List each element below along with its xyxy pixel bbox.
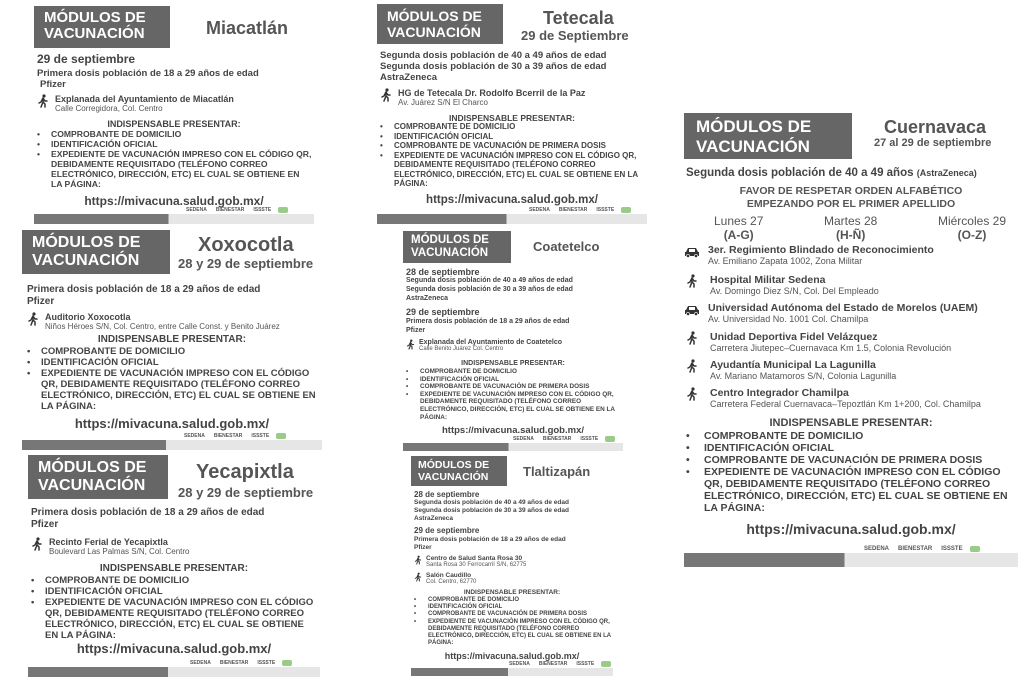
venue-address: Niños Héroes S/N, Col. Centro, entre Calle Const. y Benito Juárez: [45, 322, 280, 331]
logo-sedena: SEDENA: [184, 433, 205, 439]
logo-issste: ISSSTE: [257, 660, 276, 666]
venue-name: Explanada del Ayuntamiento de Coatetelco: [419, 339, 563, 346]
venue: [414, 572, 476, 585]
required-item: • COMPROBANTE DE DOMICILIO: [380, 122, 645, 132]
required-list: [37, 129, 312, 189]
venue-address: Col. Centro, 62770: [426, 579, 477, 585]
card-tlaltizapan: [411, 456, 613, 676]
venue-address: Av. Universidad No. 1001 Col. Chamilpa: [708, 314, 869, 324]
logo-issste: ISSSTE: [576, 661, 595, 667]
venue-name: Ayudantía Municipal La Lagunilla: [710, 359, 876, 371]
logo-issste: ISSSTE: [251, 433, 270, 439]
venue-name: Explanada del Ayuntamiento de Miacatlán: [55, 94, 234, 104]
venue: [406, 339, 562, 352]
car-icon: [684, 304, 700, 316]
vaccine-website-link[interactable]: https://mivacuna.salud.gob.mx/: [84, 194, 264, 208]
venue-name: Auditorio Xoxocotla: [45, 312, 131, 322]
required-item: • COMPROBANTE DE VACUNACIÓN DE PRIMERA DOSIS: [686, 454, 1016, 466]
venue: [684, 302, 978, 324]
required-item: • COMPROBANTE DE DOMICILIO: [414, 597, 612, 604]
venue-address: Av. Emiliano Zapata 1002, Zona Militar: [708, 256, 863, 266]
dose-line: Primera dosis población de 18 a 29 años de edad: [414, 536, 566, 543]
card-coatetelco: [403, 231, 623, 451]
venue: [27, 312, 280, 331]
state-logo-icon: [621, 207, 631, 213]
date-label: 28 de septiembre: [414, 490, 480, 499]
venue-address: Boulevard Las Palmas S/N, Col. Centro: [49, 547, 190, 556]
venue-name: Universidad Autónoma del Estado de Morelos (UAEM): [708, 302, 978, 314]
required-item: • IDENTIFICACIÓN OFICIAL: [686, 442, 1016, 454]
schedule-days: [714, 214, 1006, 242]
logo-sedena: SEDENA: [190, 660, 211, 666]
venue: [37, 94, 234, 113]
logo-bienestar: BIENESTAR: [215, 207, 245, 213]
state-logo-icon: [605, 436, 615, 442]
vaccine-brand: Pfizer: [40, 79, 66, 90]
state-logo-icon: [282, 660, 292, 666]
municipality-title: Xoxocotla: [198, 234, 294, 256]
required-item: • IDENTIFICACIÓN OFICIAL: [27, 357, 319, 368]
vaccine-website-link[interactable]: https://mivacuna.salud.gob.mx/: [76, 641, 272, 656]
logo-sedena: SEDENA: [186, 207, 207, 213]
footer-bar: [411, 668, 613, 676]
municipality-title: Yecapixtla: [196, 461, 294, 483]
required-title: INDISPENSABLE PRESENTAR:: [769, 417, 933, 429]
walk-icon: [686, 387, 698, 401]
required-item: • EXPEDIENTE DE VACUNACIÓN IMPRESO CON EL CÓDIGO QR, DEBIDAMENTE REQUISITADO (TELÉFONO CORREO ELECTRÓNICO, DIRECCIÓN, ETC) EL CUAL SE OBTIENE EN LA PÁGINA:: [414, 619, 612, 648]
vaccine-brand: AstraZeneca: [414, 515, 454, 522]
date-label: 28 y 29 de septiembre: [178, 256, 314, 271]
required-item: • IDENTIFICACIÓN OFICIAL: [406, 376, 621, 384]
day-label: Lunes 27: [714, 214, 764, 228]
required-title: INDISPENSABLE PRESENTAR:: [97, 334, 247, 345]
schedule-day: [938, 214, 1006, 242]
vaccine-brand: AstraZeneca: [380, 72, 438, 83]
required-title: INDISPENSABLE PRESENTAR:: [461, 360, 565, 367]
dose-line: [686, 167, 977, 179]
state-logo-icon: [278, 207, 288, 213]
footer-bar: [403, 443, 623, 451]
walk-icon: [686, 331, 698, 345]
date-label: 29 de Septiembre: [521, 28, 629, 43]
venue: [414, 555, 526, 568]
required-item: • EXPEDIENTE DE VACUNACIÓN IMPRESO CON EL CÓDIGO QR, DEBIDAMENTE REQUISITADO (TELÉFONO CORREO ELECTRÓNICO, DIRECCIÓN, ETC) EL CUAL SE OBTIENE EN LA PÁGINA:: [37, 149, 312, 189]
municipality-title: Coatetelco: [533, 239, 600, 254]
venue-address: Av. Domingo Diez S/N, Col. Del Empleado: [710, 286, 879, 296]
required-item: • EXPEDIENTE DE VACUNACIÓN IMPRESO CON EL CÓDIGO QR, DEBIDAMENTE REQUISITADO (TELÉFONO CORREO ELECTRÓNICO, DIRECCIÓN, ETC) EL CUAL SE OBTIENE EN LA PÁGINA:: [406, 391, 621, 421]
module-badge: MÓDULOS DE VACUNACIÓN: [34, 6, 170, 48]
required-list: [380, 122, 645, 189]
dose-line: Primera dosis población de 18 a 29 años de edad: [406, 318, 570, 325]
required-item: • IDENTIFICACIÓN OFICIAL: [31, 586, 317, 597]
state-logo-icon: [601, 661, 611, 667]
required-list: [406, 368, 621, 421]
venue-name: Salón Caudillo: [426, 572, 472, 579]
logo-bienestar: BIENESTAR: [898, 546, 933, 552]
logo-strip: [527, 206, 631, 214]
venue-address: Carretera Federal Cuernavaca–Tepoztlán Km 1+200, Col. Chamilpa: [710, 399, 981, 409]
module-badge: MÓDULOS DE VACUNACIÓN: [22, 230, 170, 274]
venue-name: Centro de Salud Santa Rosa 30: [426, 555, 523, 562]
card-xoxocotla: [22, 230, 322, 450]
logo-issste: ISSSTE: [253, 207, 272, 213]
logo-strip: [184, 206, 288, 214]
venue-name: HG de Tetecala Dr. Rodolfo Bcerril de la Paz: [398, 88, 586, 98]
required-title: INDISPENSABLE PRESENTAR:: [107, 119, 241, 129]
logo-strip: [862, 545, 980, 553]
card-cuernavaca: [684, 113, 1018, 567]
state-logo-icon: [276, 433, 286, 439]
schedule-day: [714, 214, 763, 242]
logo-bienestar: BIENESTAR: [538, 661, 568, 667]
required-item: • IDENTIFICACIÓN OFICIAL: [380, 132, 645, 142]
venue-address: Calle Benito Juárez Col. Centro: [419, 346, 504, 352]
module-badge: MÓDULOS DE VACUNACIÓN: [403, 231, 511, 263]
day-label: Miércoles 29: [937, 214, 1006, 228]
order-line: EMPEZANDO POR EL PRIMER APELLIDO: [746, 198, 956, 210]
dose-line: Primera dosis población de 18 a 29 años de edad: [31, 507, 265, 518]
venue-address: Calle Corregidora, Col. Centro: [55, 104, 163, 113]
walk-icon: [380, 88, 392, 102]
logo-issste: ISSSTE: [596, 207, 615, 213]
required-list: [27, 346, 319, 412]
walk-icon: [31, 537, 43, 551]
required-title: INDISPENSABLE PRESENTAR:: [449, 113, 575, 123]
logo-bienestar: BIENESTAR: [542, 436, 572, 442]
vaccine-brand: Pfizer: [406, 327, 426, 334]
venue-name: 3er. Regimiento Blindado de Reconocimiento: [708, 244, 934, 256]
venue: [686, 274, 879, 296]
vaccine-website-link[interactable]: https://mivacuna.salud.gob.mx/: [746, 521, 956, 537]
logo-sedena: SEDENA: [513, 436, 534, 442]
logo-bienestar: BIENESTAR: [219, 660, 249, 666]
municipality-title: Tlaltizapán: [523, 464, 591, 479]
vaccine-website-link[interactable]: https://mivacuna.salud.gob.mx/: [442, 425, 584, 436]
walk-icon: [27, 312, 39, 326]
module-badge: MÓDULOS DE VACUNACIÓN: [684, 113, 852, 159]
vaccine-website-link[interactable]: https://mivacuna.salud.gob.mx/: [444, 651, 580, 661]
required-item: • COMPROBANTE DE DOMICILIO: [37, 129, 312, 139]
card-yecapixtla: [28, 455, 320, 677]
required-item: • COMPROBANTE DE VACUNACIÓN DE PRIMERA DOSIS: [380, 141, 645, 151]
venue: [686, 331, 951, 353]
walk-icon: [406, 339, 415, 350]
required-title: INDISPENSABLE PRESENTAR:: [99, 563, 249, 574]
municipality-title: Cuernavaca: [884, 117, 987, 137]
required-item: • IDENTIFICACIÓN OFICIAL: [414, 604, 612, 611]
venue: [684, 244, 934, 266]
vaccine-brand: Pfizer: [27, 296, 55, 307]
required-title: INDISPENSABLE PRESENTAR:: [463, 589, 561, 596]
venue-name: Recinto Ferial de Yecapixtla: [49, 537, 168, 547]
vaccine-brand: Pfizer: [414, 544, 432, 551]
dose-text: Segunda dosis población de 40 a 49 años: [686, 167, 914, 179]
vaccine-brand: AstraZeneca: [406, 295, 449, 302]
venue-name: Hospital Militar Sedena: [710, 274, 826, 286]
required-item: • COMPROBANTE DE DOMICILIO: [27, 346, 319, 357]
walk-icon: [414, 572, 422, 582]
car-icon: [684, 246, 700, 258]
footer-bar: [34, 214, 314, 224]
required-item: • COMPROBANTE DE VACUNACIÓN DE PRIMERA DOSIS: [406, 383, 621, 391]
logo-issste: ISSSTE: [580, 436, 599, 442]
dose-line: Segunda dosis población de 40 a 49 años de edad: [414, 499, 569, 506]
vaccine-brand: Pfizer: [31, 519, 59, 530]
order-line: FAVOR DE RESPETAR ORDEN ALFABÉTICO: [739, 185, 963, 197]
footer-bar: [22, 440, 322, 450]
logo-issste: ISSSTE: [941, 546, 963, 552]
walk-icon: [414, 555, 422, 565]
required-list: [414, 597, 612, 647]
walk-icon: [37, 94, 49, 108]
module-badge: MÓDULOS DE VACUNACIÓN: [411, 456, 507, 486]
logo-strip: [511, 435, 615, 443]
date-label: 28 de septiembre: [406, 267, 480, 277]
dose-line: Primera dosis población de 18 a 29 años de edad: [27, 284, 261, 295]
required-list: [31, 575, 317, 641]
date-label: 27 al 29 de septiembre: [874, 137, 992, 149]
required-item: • COMPROBANTE DE VACUNACIÓN DE PRIMERA DOSIS: [414, 611, 612, 618]
venue-name: Centro Integrador Chamilpa: [710, 387, 849, 399]
municipality-title: Miacatlán: [206, 18, 289, 38]
logo-bienestar: BIENESTAR: [213, 433, 243, 439]
required-item: • EXPEDIENTE DE VACUNACIÓN IMPRESO CON EL CÓDIGO QR, DEBIDAMENTE REQUISITADO (TELÉFONO CORREO ELECTRÓNICO, DIRECCIÓN, ETC) EL CUAL SE OBTIENE EN LA PÁGINA:: [380, 151, 645, 189]
date-label: 29 de septiembre: [37, 52, 136, 66]
venue: [380, 88, 585, 107]
date-label: 28 y 29 de septiembre: [178, 485, 314, 500]
card-tetecala: [377, 4, 647, 224]
logo-strip: [182, 432, 286, 440]
required-item: • COMPROBANTE DE DOMICILIO: [31, 575, 317, 586]
dose-line: Segunda dosis población de 30 a 39 años de edad: [380, 61, 607, 72]
surname-group: (A-G): [723, 228, 754, 242]
logo-sedena: SEDENA: [864, 546, 890, 552]
date-label: 29 de septiembre: [414, 526, 480, 535]
vaccine-brand: (AstraZeneca): [916, 168, 977, 178]
surname-group: (O-Z): [957, 228, 987, 242]
venue: [686, 387, 981, 409]
dose-line: Segunda dosis población de 30 a 39 años de edad: [406, 286, 573, 293]
venue-address: Santa Rosa 30 Ferrocarril S/N, 62775: [426, 562, 527, 568]
venue-address: Carretera Jiutepec–Cuernavaca Km 1.5, Colonia Revolución: [710, 343, 952, 353]
dose-line: Primera dosis población de 18 a 29 años de edad: [37, 68, 259, 79]
footer-bar: [377, 214, 647, 224]
order-notice: [684, 185, 1018, 211]
state-logo-icon: [970, 546, 980, 552]
dose-line: Segunda dosis población de 40 a 49 años de edad: [406, 277, 573, 284]
venue-name: Unidad Deportiva Fidel Velázquez: [710, 331, 878, 343]
required-item: • EXPEDIENTE DE VACUNACIÓN IMPRESO CON EL CÓDIGO QR, DEBIDAMENTE REQUISITADO (TELÉFONO CORREO ELECTRÓNICO, DIRECCIÓN, ETC) EL CUAL SE OBTIENE EN LA PÁGINA:: [31, 597, 317, 641]
logo-sedena: SEDENA: [529, 207, 550, 213]
schedule-day: [824, 214, 877, 242]
municipality-title: Tetecala: [543, 8, 614, 28]
day-label: Martes 28: [824, 214, 878, 228]
venue: [31, 537, 190, 556]
vaccine-website-link[interactable]: https://mivacuna.salud.gob.mx/: [426, 194, 598, 206]
logo-sedena: SEDENA: [509, 661, 530, 667]
venue: [686, 359, 896, 381]
card-miacatlan: [34, 6, 314, 224]
required-item: • EXPEDIENTE DE VACUNACIÓN IMPRESO CON EL CÓDIGO QR, DEBIDAMENTE REQUISITADO (TELÉFONO CORREO ELECTRÓNICO, DIRECCIÓN, ETC) EL CUAL SE OBTIENE EN LA PÁGINA:: [27, 368, 319, 412]
venue-address: Av. Juárez S/N El Charco: [398, 98, 488, 107]
vaccine-website-link[interactable]: https://mivacuna.salud.gob.mx/: [74, 416, 270, 431]
walk-icon: [686, 274, 698, 288]
logo-strip: [507, 660, 611, 668]
venue-address: Av. Mariano Matamoros S/N, Colonia Lagunilla: [710, 371, 897, 381]
required-list: [686, 430, 1016, 514]
module-badge: MÓDULOS DE VACUNACIÓN: [377, 4, 503, 44]
surname-group: (H-Ñ): [836, 228, 866, 242]
footer-bar: [684, 553, 1018, 567]
required-item: • COMPROBANTE DE DOMICILIO: [406, 368, 621, 376]
logo-bienestar: BIENESTAR: [558, 207, 588, 213]
required-item: • IDENTIFICACIÓN OFICIAL: [37, 139, 312, 149]
dose-line: Segunda dosis población de 30 a 39 años de edad: [414, 507, 569, 514]
date-label: 29 de septiembre: [406, 307, 480, 317]
logo-strip: [188, 659, 292, 667]
dose-line: Segunda dosis población de 40 a 49 años de edad: [380, 50, 607, 61]
walk-icon: [686, 359, 698, 373]
required-item: • EXPEDIENTE DE VACUNACIÓN IMPRESO CON EL CÓDIGO QR, DEBIDAMENTE REQUISITADO (TELÉFONO CORREO ELECTRÓNICO, DIRECCIÓN, ETC) EL CUAL SE OBTIENE EN LA PÁGINA:: [686, 466, 1016, 514]
module-badge: MÓDULOS DE VACUNACIÓN: [28, 455, 168, 499]
required-item: • COMPROBANTE DE DOMICILIO: [686, 430, 1016, 442]
footer-bar: [28, 667, 320, 677]
